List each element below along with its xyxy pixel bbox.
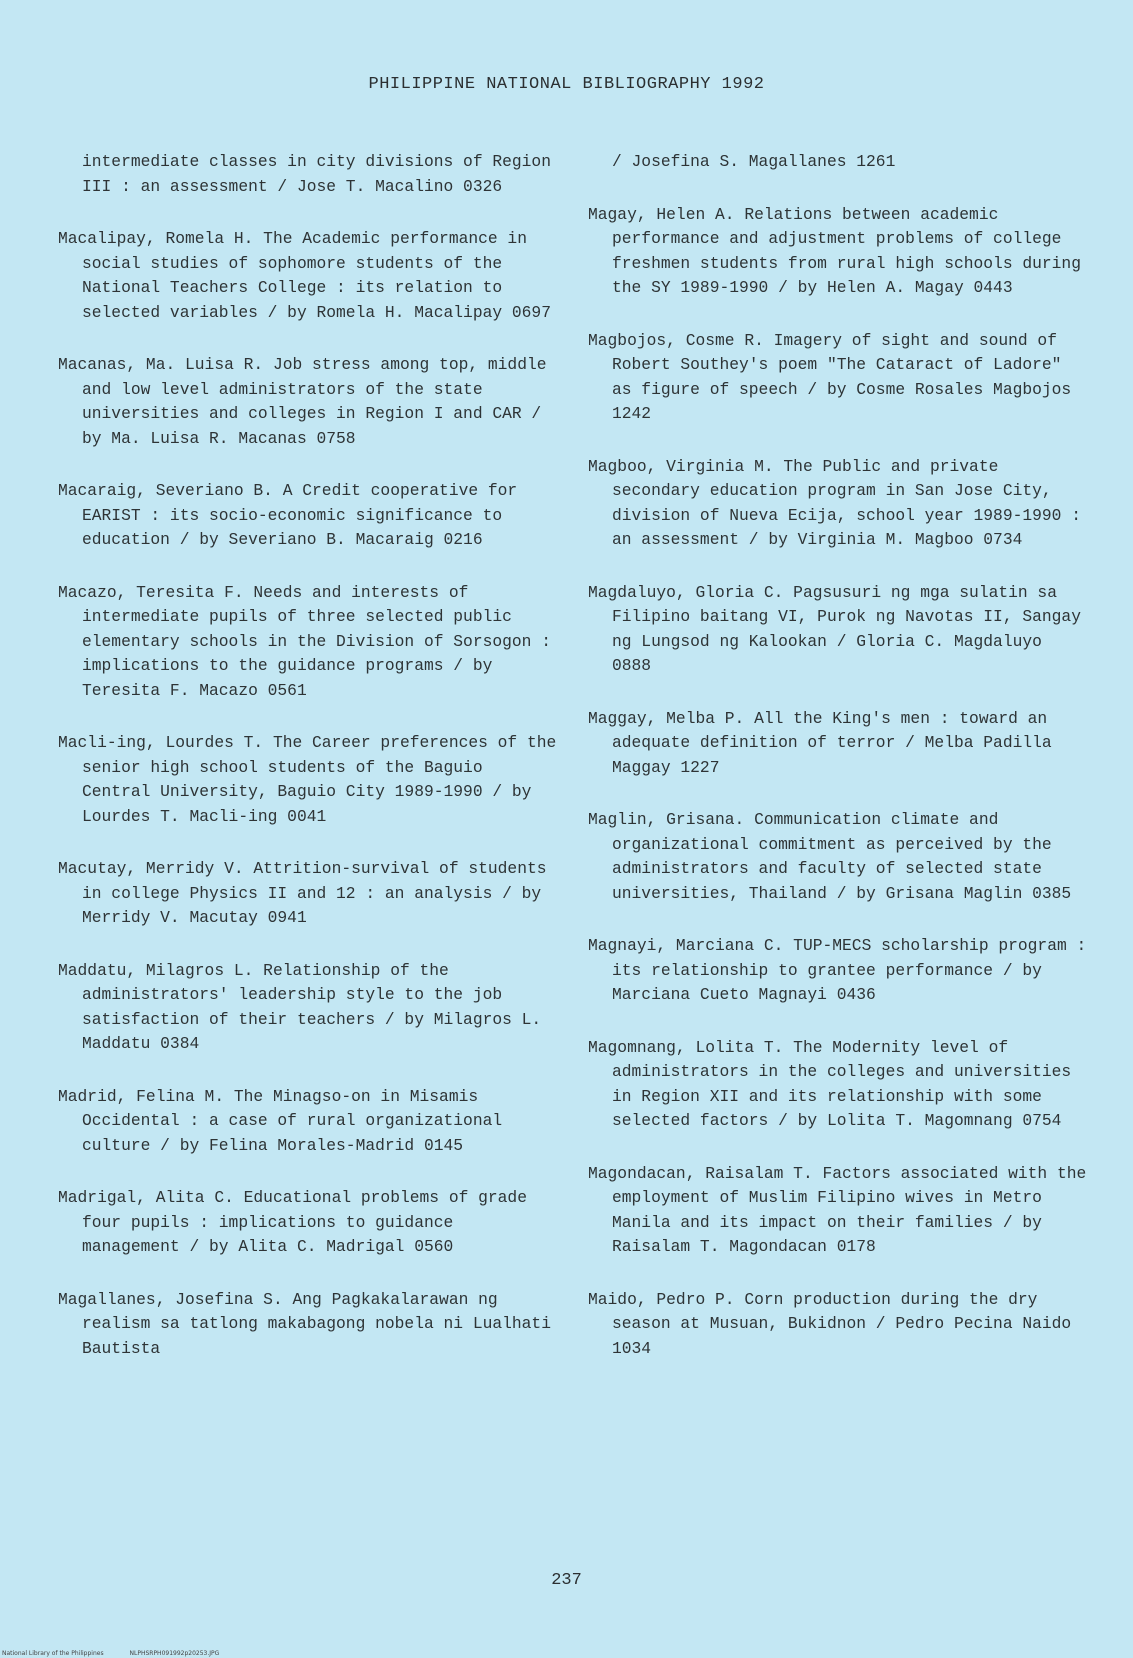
page-number: 237 <box>551 1571 582 1590</box>
page-header: PHILIPPINE NATIONAL BIBLIOGRAPHY 1992 <box>368 75 765 94</box>
bibliography-entry: Macazo, Teresita F. Needs and interests of intermediate pupils of three selected public elementary schools in the Division of Sorsogon : implications to the guidance programs / by Teresita F. Macazo 0561 <box>58 582 551 700</box>
bibliography-entry: Magondacan, Raisalam T. Factors associated with the employment of Muslim Filipino wives in Metro Manila and its impact on their families / by Raisalam T. Magondacan 0178 <box>588 1163 1087 1256</box>
bibliography-entry: Maglin, Grisana. Communication climate and organizational commitment as perceived by the administrators and faculty of selected state universities, Thailand / by Grisana Maglin 0385 <box>588 810 1072 903</box>
bibliography-entry: Magboo, Virginia M. The Public and private secondary education program in San Jose City, division of Nueva Ecija, school year 1989-1990 : an assessment / by Virginia M. Magboo 0734 <box>588 456 1081 549</box>
bibliography-entry: Magbojos, Cosme R. Imagery of sight and sound of Robert Southey's poem "The Cataract of Ladore" as figure of speech / by Cosme Rosales Magbojos 1242 <box>588 330 1072 423</box>
footer-library: National Library of the Philippines <box>2 1650 104 1657</box>
bibliography-entry: Madrigal, Alita C. Educational problems of grade four pupils : implications to guidance management / by Alita C. Madrigal 0560 <box>58 1188 527 1256</box>
bibliography-entry: Maddatu, Milagros L. Relationship of the administrators' leadership style to the job satisfaction of their teachers / by Milagros L. Maddatu 0384 <box>58 960 542 1053</box>
bibliography-entry: Macanas, Ma. Luisa R. Job stress among top, middle and low level administrators of the state universities and colleges in Region I and CAR / by Ma. Luisa R. Macanas 0758 <box>58 355 547 448</box>
bibliography-entry: intermediate classes in city divisions of Region III : an assessment / Jose T. Macalino 0326 <box>82 152 551 196</box>
scan-footer <box>2 1650 243 1657</box>
bibliography-entry: Maggay, Melba P. All the King's men : toward an adequate definition of terror / Melba Padilla Maggay 1227 <box>588 708 1052 777</box>
bibliography-entry: Macaraig, Severiano B. A Credit cooperative for EARIST : its socio-economic significance to education / by Severiano B. Macaraig 0216 <box>58 481 518 549</box>
left-column <box>58 150 558 1389</box>
bibliography-entry: Macalipay, Romela H. The Academic performance in social studies of sophomore students of the National Teachers College : its relation to selected variables / by Romela H. Macalipay 0697 <box>58 229 551 322</box>
right-column <box>588 150 1088 1389</box>
bibliography-entry: Magomnang, Lolita T. The Modernity level of administrators in the colleges and universities in Region XII and its relationship with some selected factors / by Lolita T. Magomnang 0754 <box>588 1037 1072 1130</box>
bibliography-entry: Macli-ing, Lourdes T. The Career preferences of the senior high school students of the Baguio Central University, Baguio City 1989-1990 / by Lourdes T. Macli-ing 0041 <box>58 733 557 826</box>
bibliography-entry: Magay, Helen A. Relations between academic performance and adjustment problems of college freshmen students from rural high schools during the SY 1989-1990 / by Helen A. Magay 0443 <box>588 204 1081 297</box>
bibliography-entry: Magallanes, Josefina S. Ang Pagkakalarawan ng realism sa tatlong makabagong nobela ni Lualhati Bautista <box>58 1289 551 1358</box>
bibliography-entry: / Josefina S. Magallanes 1261 <box>612 152 896 171</box>
bibliography-entry: Macutay, Merridy V. Attrition-survival of students in college Physics II and 12 : an analysis / by Merridy V. Macutay 0941 <box>58 859 547 927</box>
bibliography-entry: Magdaluyo, Gloria C. Pagsusuri ng mga sulatin sa Filipino baitang VI, Purok ng Navotas II, Sangay ng Lungsod ng Kalookan / Gloria C. Magdaluyo 0888 <box>588 582 1081 675</box>
bibliography-entry: Madrid, Felina M. The Minagso-on in Misamis Occidental : a case of rural organizational culture / by Felina Morales-Madrid 0145 <box>58 1086 503 1155</box>
bibliography-entry: Magnayi, Marciana C. TUP-MECS scholarship program : its relationship to grantee performance / by Marciana Cueto Magnayi 0436 <box>588 936 1087 1004</box>
footer-filename: NLPHSRPH091992p20253.JPG <box>129 1650 220 1657</box>
bibliography-entry: Maido, Pedro P. Corn production during the dry season at Musuan, Bukidnon / Pedro Pecina Naido 1034 <box>588 1289 1072 1358</box>
